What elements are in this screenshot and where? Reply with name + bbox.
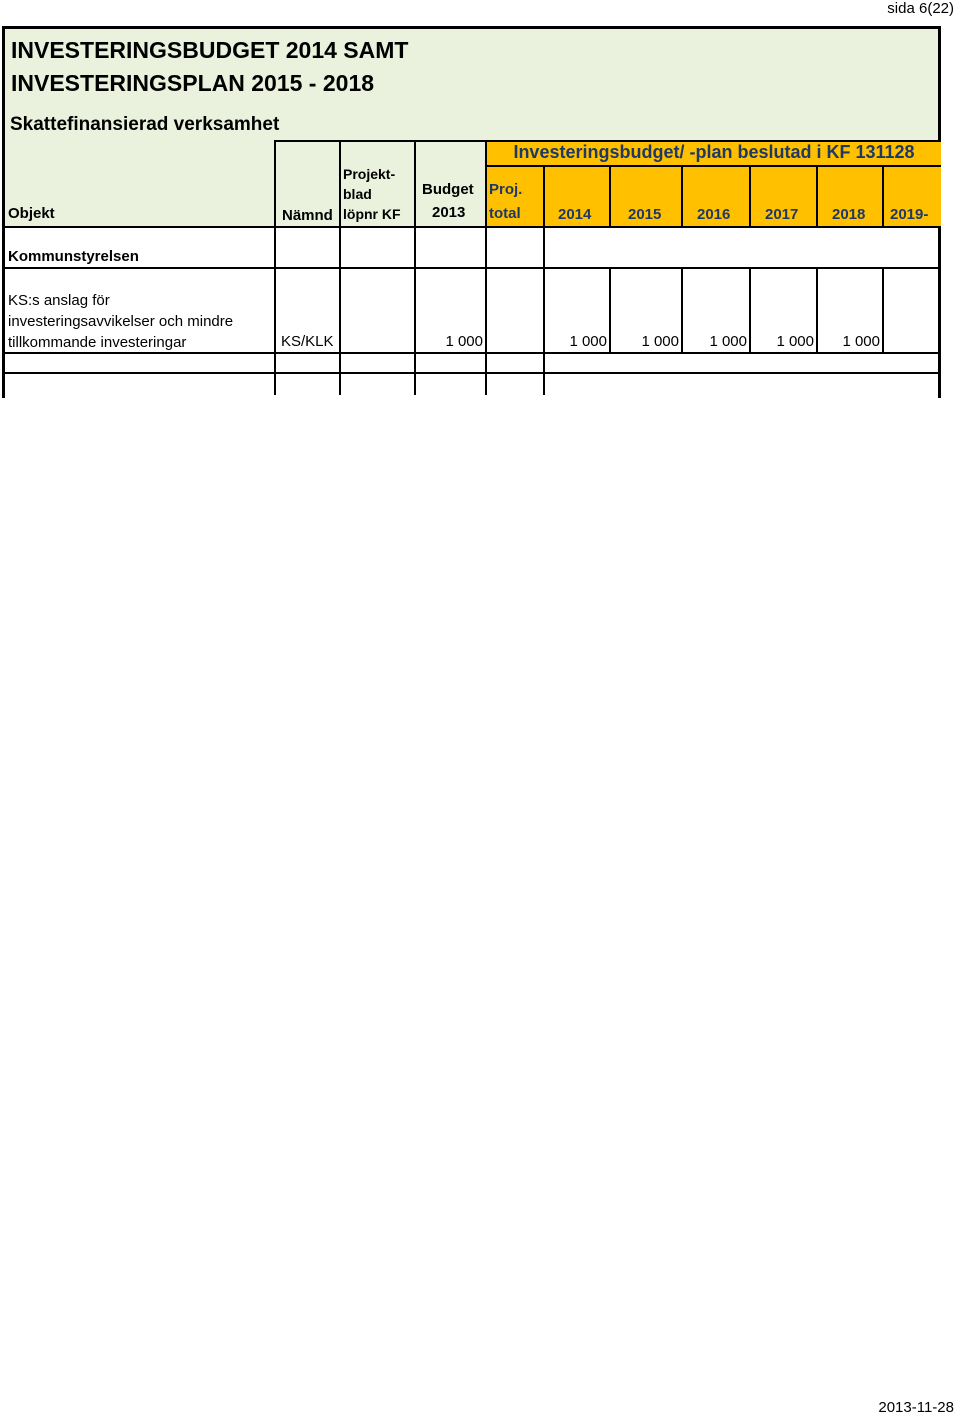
row-value-2015: 1 000 [641,333,679,350]
col-divider [882,267,884,352]
col-divider [681,267,683,352]
title-line-1: INVESTERINGSBUDGET 2014 SAMT [11,37,409,63]
col-divider [543,167,545,226]
col-divider [485,226,487,395]
col-divider [274,226,276,395]
document-title [11,34,408,100]
col-divider [414,140,416,226]
col-divider [414,226,416,395]
header-proj-total: total [489,205,521,222]
row-value-2014: 1 000 [569,333,607,350]
row-objekt-line-1: KS:s anslag för [8,292,110,309]
col-divider [749,267,751,352]
title-line-2: INVESTERINGSPLAN 2015 - 2018 [11,70,375,96]
page-number: sida 6(22) [887,0,954,17]
row-namnd: KS/KLK [281,333,334,350]
subtitle: Skattefinansierad verksamhet [10,114,280,135]
header-projektblad-line-3: löpnr KF [343,206,401,222]
row-divider [5,372,938,374]
col-divider [681,167,683,226]
col-divider [339,226,341,395]
title-band [5,29,938,140]
investment-sheet [2,26,941,398]
col-divider [609,167,611,226]
row-objekt [8,290,233,353]
col-divider [882,167,884,226]
col-divider [339,140,341,226]
header-budget: Budget [422,181,474,198]
header-year-2017: 2017 [765,206,799,223]
row-divider [5,226,938,228]
col-divider [609,267,611,352]
table-body [5,226,938,398]
col-divider [485,140,487,226]
header-proj: Proj. [489,181,523,198]
row-value-2018: 1 000 [842,333,880,350]
header-budget-year: 2013 [432,204,466,221]
header-year-2014: 2014 [558,206,592,223]
header-projektblad-line-1: Projekt- [343,166,396,182]
header-year-2018: 2018 [832,206,866,223]
header-projektblad [343,164,401,224]
col-divider [274,140,276,226]
header-year-2019-plus: 2019- [890,206,929,223]
row-value-2017: 1 000 [776,333,814,350]
row-value-2016: 1 000 [709,333,747,350]
header-year-2015: 2015 [628,206,662,223]
row-budget-2013: 1 000 [445,333,483,350]
col-divider [543,226,545,395]
col-divider [816,167,818,226]
col-divider [749,167,751,226]
col-divider [816,267,818,352]
section-kommunstyrelsen: Kommunstyrelsen [8,248,139,265]
header-projektblad-line-2: blad [343,186,372,202]
row-objekt-line-3: tillkommande investeringar [8,334,187,351]
header-namnd: Nämnd [282,207,333,224]
table-header [5,140,938,226]
row-divider [5,267,938,269]
header-year-2016: 2016 [697,206,731,223]
plan-title: Investeringsbudget/ -plan beslutad i KF 131128 [487,140,941,167]
header-objekt: Objekt [8,205,55,222]
footer-date: 2013-11-28 [878,1399,954,1416]
row-objekt-line-2: investeringsavvikelser och mindre [8,313,234,330]
